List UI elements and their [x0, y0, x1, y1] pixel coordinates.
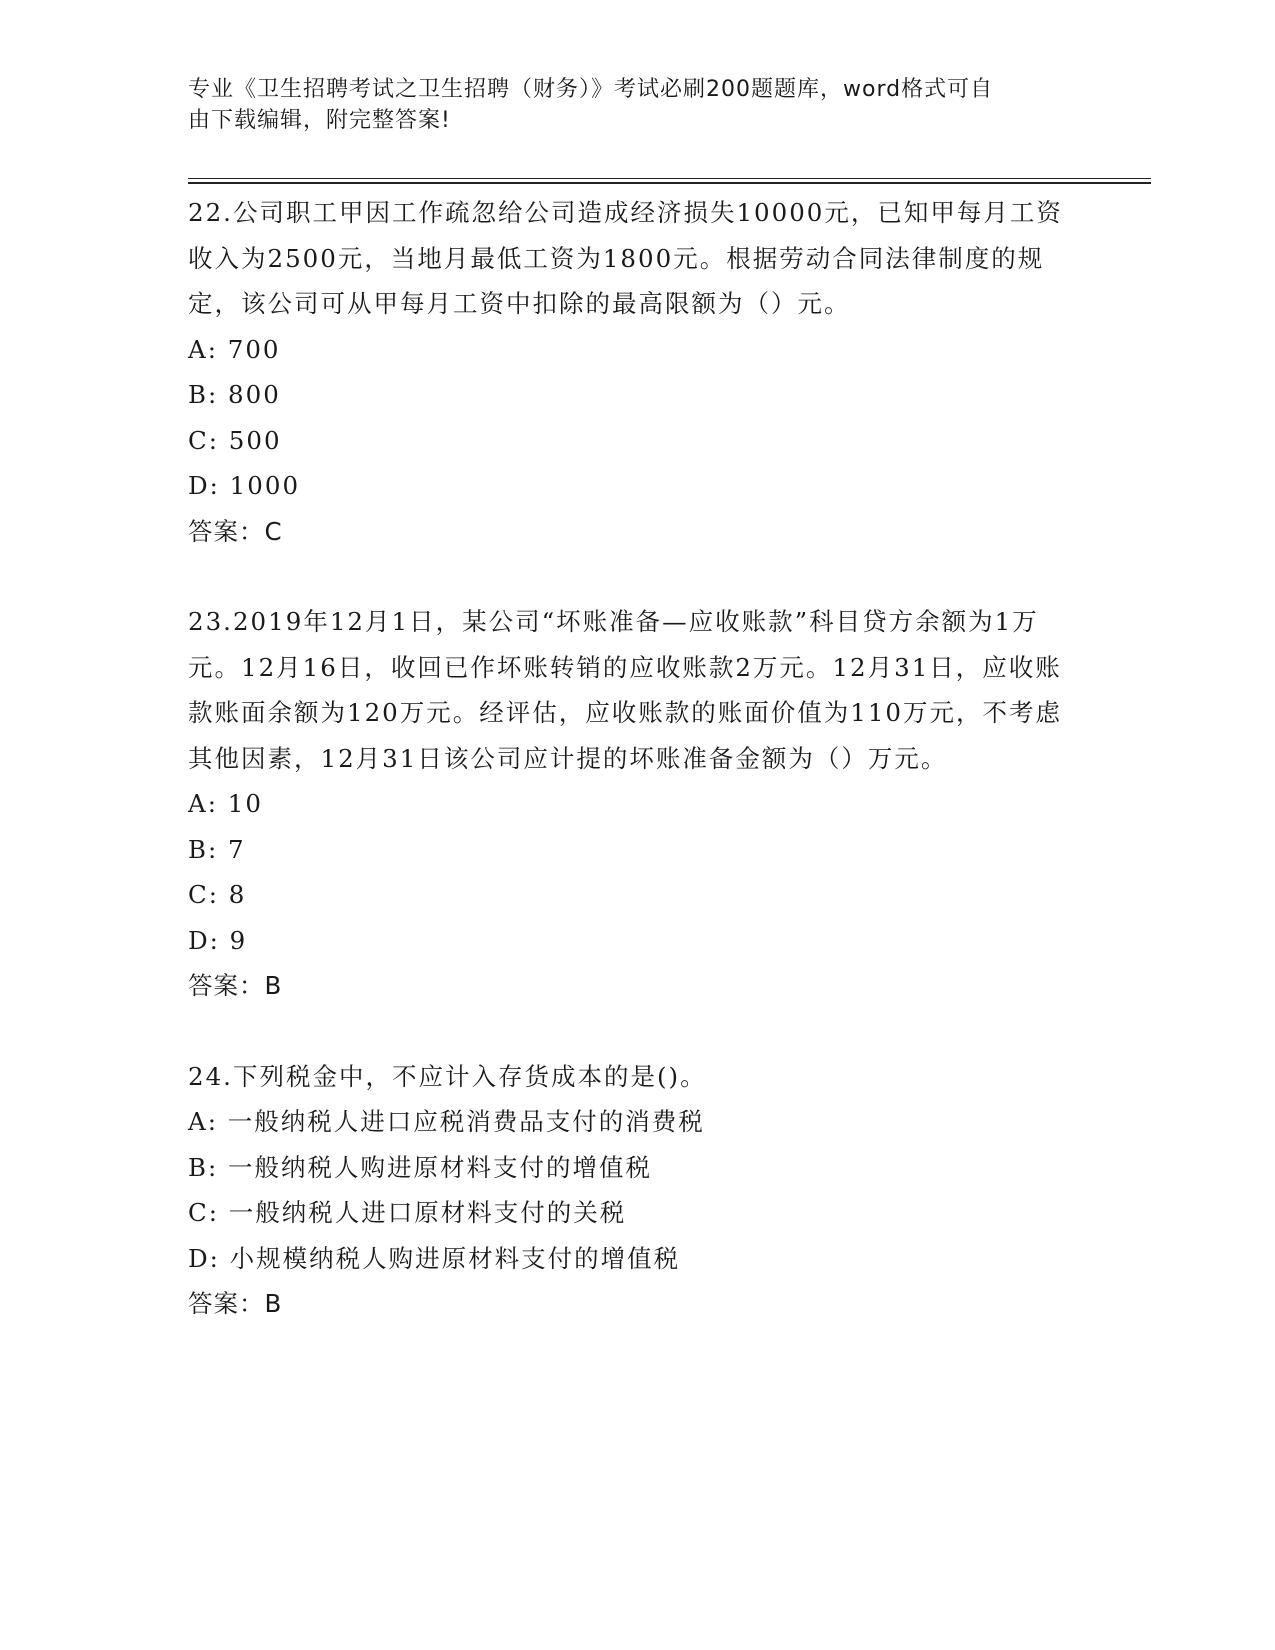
header-line-2: 由下载编辑，附完整答案!	[188, 108, 451, 133]
question-stem: 23.2019年12月1日，某公司“坏账准备—应收账款”科目贷方余额为1万元。12月16日，收回已作坏账转销的应收账款2万元。12月31日，应收账款账面余额为120万元。经评估，应收账款的账面价值为110万元，不考虑其他因素，12月31日该公司应计提的坏账准备金额为（）万元。	[188, 607, 1063, 773]
answer-label: 答案：B	[188, 971, 283, 1000]
option-d: D: 9	[188, 925, 248, 955]
answer-label: 答案：B	[188, 1289, 283, 1318]
option-b: B: 一般纳税人购进原材料支付的增值税	[188, 1152, 653, 1182]
question-24	[188, 1054, 1088, 1327]
option-d: D: 1000	[188, 471, 301, 500]
header-divider-thick	[188, 182, 1151, 184]
answer-label: 答案：C	[188, 516, 283, 546]
header-divider-thin	[188, 178, 1151, 179]
option-a: A: 10	[188, 789, 263, 818]
question-23	[188, 599, 1088, 1009]
option-a: A: 700	[188, 334, 281, 364]
option-b: B: 800	[188, 380, 281, 409]
option-c: C: 500	[188, 425, 282, 455]
option-d: D: 小规模纳税人购进原材料支付的增值税	[188, 1243, 681, 1273]
question-list	[188, 190, 1088, 1327]
question-stem: 22.公司职工甲因工作疏忽给公司造成经济损失10000元，已知甲每月工资收入为2500元，当地月最低工资为1800元。根据劳动合同法律制度的规定，该公司可从甲每月工资中扣除的最高限额为（）元。	[188, 198, 1063, 318]
document-header	[188, 74, 1088, 136]
header-line-1: 专业《卫生招聘考试之卫生招聘（财务）》考试必刷200题题库，word格式可自	[188, 77, 994, 102]
option-c: C: 一般纳税人进口原材料支付的关税	[188, 1198, 627, 1227]
option-b: B: 7	[188, 834, 246, 864]
option-c: C: 8	[188, 880, 247, 909]
option-a: A: 一般纳税人进口应税消费品支付的消费税	[188, 1107, 705, 1136]
question-22	[188, 190, 1088, 554]
question-stem: 24.下列税金中，不应计入存货成本的是()。	[188, 1061, 707, 1091]
